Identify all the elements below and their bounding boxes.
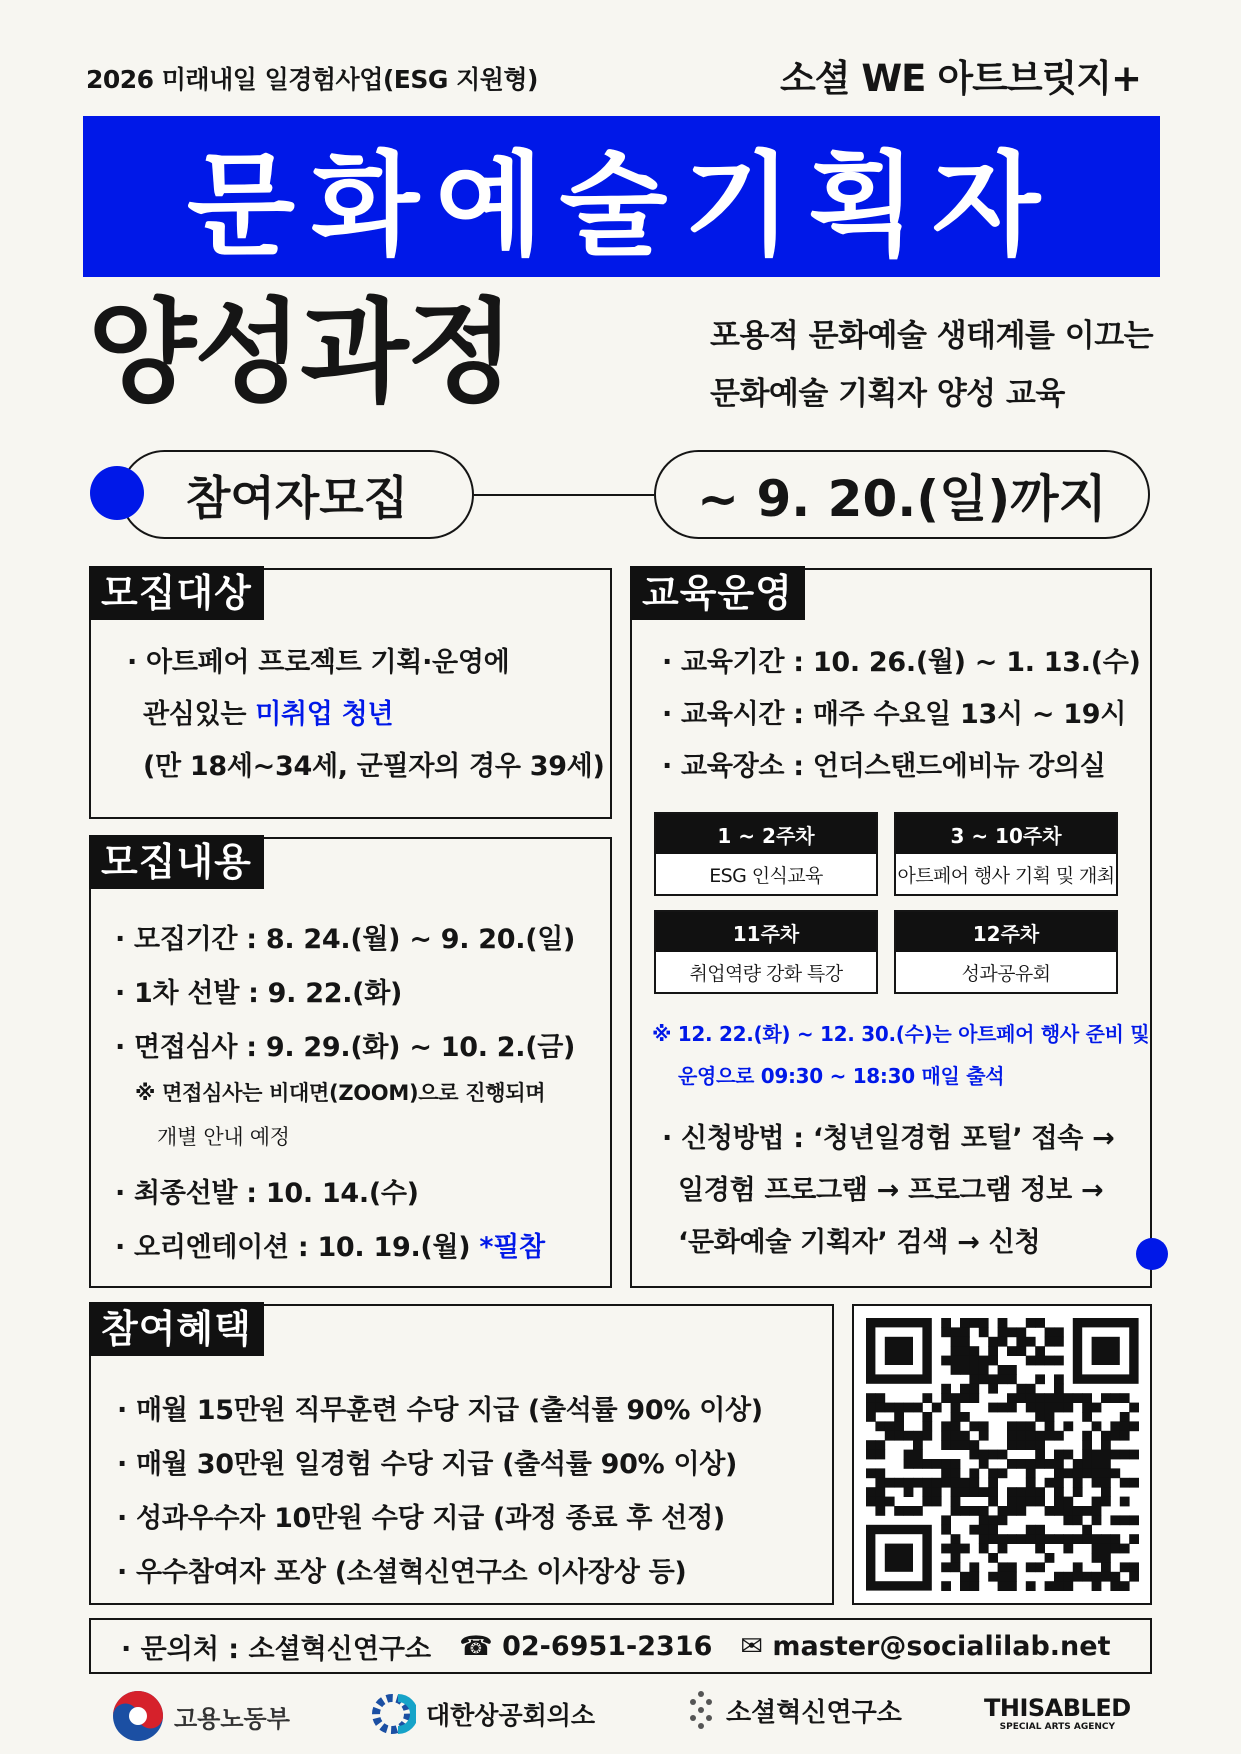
taegeuk-icon: [112, 1690, 164, 1742]
recruit-pill: 참여자모집: [120, 450, 474, 539]
logo-social-innovation-lab: 소셜혁신연구소: [686, 1690, 902, 1730]
week-cell: [894, 910, 1118, 994]
week-cell: [894, 812, 1118, 896]
first-selection: · 1차 선발 : 9. 22.(화): [115, 978, 403, 1009]
week-cell: [654, 910, 878, 994]
qr-code[interactable]: [852, 1304, 1152, 1605]
edu-note-line1: ※ 12. 22.(화) ~ 12. 30.(수)는 아트페어 행사 준비 및: [652, 1022, 1150, 1046]
blue-dot-decoration: [90, 466, 144, 520]
benefits-header: 참여혜택: [89, 1302, 264, 1356]
content-header: 모집내용: [89, 835, 264, 889]
project-name: 2026 미래내일 일경험사업(ESG 지원형): [86, 65, 538, 94]
week-label: 1 ~ 2주차: [656, 814, 876, 854]
apply-line3: ‘문화예술 기획자’ 검색 → 신청: [678, 1227, 1041, 1258]
interview-note2: 개별 안내 예정: [157, 1125, 290, 1149]
week-label: 12주차: [896, 912, 1116, 952]
target-highlight: 미취업 청년: [255, 699, 394, 730]
edu-note-line2: 운영으로 09:30 ~ 18:30 매일 출석: [678, 1064, 1005, 1088]
subtitle-title: 양성과정: [88, 288, 513, 418]
dots-icon: [686, 1690, 716, 1730]
recruit-period: · 모집기간 : 8. 24.(월) ~ 9. 20.(일): [115, 924, 576, 955]
content-section: [89, 837, 612, 1288]
contact-label: · 문의처 : 소셜혁신연구소: [121, 1633, 432, 1665]
edu-time: · 교육시간 : 매주 수요일 13시 ~ 19시: [662, 699, 1127, 730]
week-label: 11주차: [656, 912, 876, 952]
gear-icon: [368, 1690, 416, 1738]
deadline-pill: ~ 9. 20.(일)까지: [654, 450, 1150, 539]
target-line3: (만 18세~34세, 군필자의 경우 39세): [143, 751, 605, 782]
benefit-item: · 성과우수자 10만원 수당 지급 (과정 종료 후 선정): [117, 1503, 725, 1534]
week-topic: 취업역량 강화 특강: [689, 962, 843, 985]
week-label: 3 ~ 10주차: [896, 814, 1116, 854]
target-line1: · 아트페어 프로젝트 기획·운영에: [127, 647, 510, 678]
week-cell: [654, 812, 878, 896]
contact-bar: [89, 1618, 1152, 1674]
benefit-item: · 우수참여자 포상 (소셜혁신연구소 이사장상 등): [117, 1557, 687, 1588]
connector-line: [474, 494, 654, 496]
week-topic: ESG 인식교육: [709, 864, 823, 887]
final-selection: · 최종선발 : 10. 14.(수): [115, 1178, 419, 1209]
week-topic: 아트페어 행사 기획 및 개최: [897, 864, 1115, 887]
main-title: 문화예술기획자: [186, 141, 1057, 271]
tagline-line1: 포용적 문화예술 생태계를 이끄는: [710, 318, 1154, 354]
edu-period: · 교육기간 : 10. 26.(월) ~ 1. 13.(수): [662, 647, 1141, 678]
contact-email[interactable]: ✉ master@socialilab.net: [740, 1630, 1111, 1662]
orientation: · 오리엔테이션 : 10. 19.(월) *필참: [115, 1232, 545, 1263]
logo-kcci: 대한상공회의소: [368, 1690, 595, 1738]
week-topic: 성과공유회: [961, 962, 1051, 985]
target-line2: 관심있는 미취업 청년: [143, 699, 394, 730]
required-tag: *필참: [479, 1232, 545, 1263]
tagline-line2: 문화예술 기획자 양성 교육: [710, 376, 1065, 412]
logo-thisabled: THISABLED SPECIAL ARTS AGENCY: [984, 1694, 1131, 1732]
benefit-item: · 매월 30만원 일경험 수당 지급 (출석률 90% 이상): [117, 1449, 738, 1480]
qr-code-image[interactable]: [854, 1306, 1150, 1603]
education-header: 교육운영: [630, 566, 805, 620]
program-name: 소셜 WE 아트브릿지+: [780, 57, 1142, 100]
tagline: [710, 307, 1153, 423]
interview-period: · 면접심사 : 9. 29.(화) ~ 10. 2.(금): [115, 1032, 576, 1063]
apply-line1: · 신청방법 : ‘청년일경험 포털’ 접속 →: [662, 1123, 1115, 1154]
edu-place: · 교육장소 : 언더스탠드에비뉴 강의실: [662, 751, 1106, 782]
apply-line2: 일경험 프로그램 → 프로그램 정보 →: [678, 1175, 1104, 1206]
target-header: 모집대상: [89, 566, 264, 620]
blue-dot-decoration: [1136, 1238, 1168, 1270]
title-banner: [83, 116, 1160, 277]
education-section: [630, 568, 1152, 1288]
logo-moel: 고용노동부: [112, 1690, 290, 1742]
contact-phone[interactable]: ☎ 02-6951-2316: [459, 1630, 713, 1662]
benefit-item: · 매월 15만원 직무훈련 수당 지급 (출석률 90% 이상): [117, 1395, 763, 1426]
interview-note1: ※ 면접심사는 비대면(ZOOM)으로 진행되며: [135, 1081, 546, 1105]
